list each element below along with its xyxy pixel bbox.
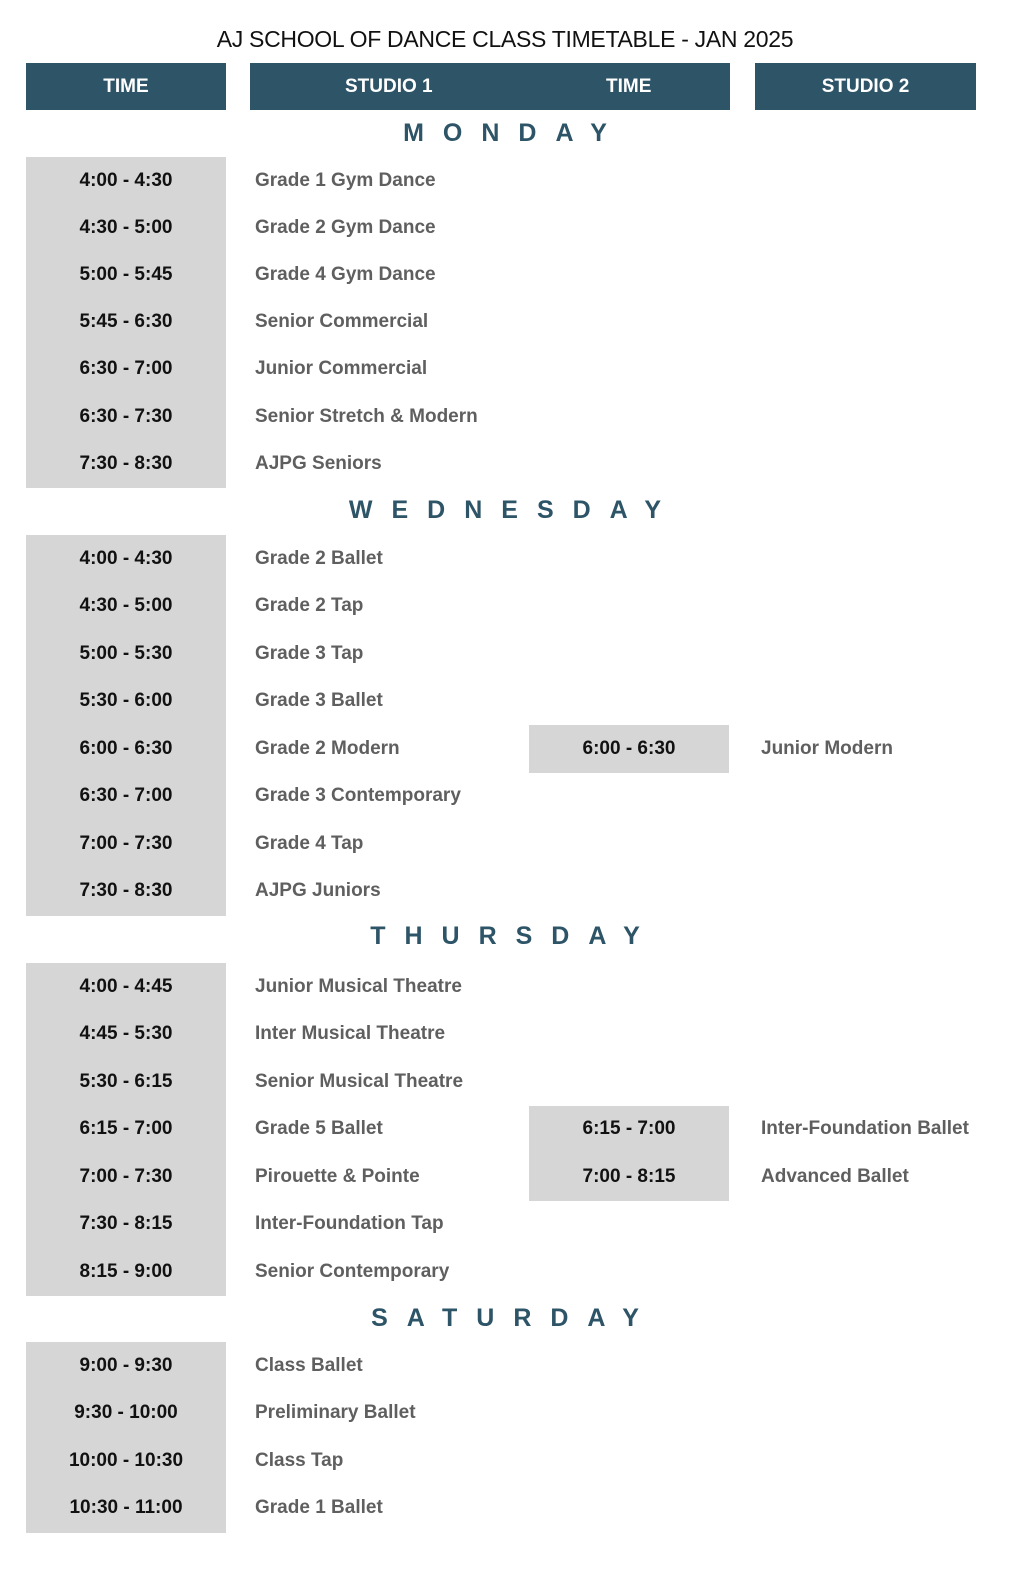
table-row bbox=[0, 583, 1010, 631]
class-time: 7:30 - 8:30 bbox=[79, 880, 173, 902]
class-name: Grade 2 Gym Dance bbox=[255, 216, 436, 238]
class-time: 6:30 - 7:30 bbox=[79, 405, 173, 427]
class-name: Inter-Foundation Tap bbox=[255, 1213, 444, 1235]
class-name: Pirouette & Pointe bbox=[255, 1165, 420, 1187]
class-time: 6:15 - 7:00 bbox=[79, 1118, 173, 1140]
class-name: Grade 4 Gym Dance bbox=[255, 263, 436, 285]
table-row bbox=[0, 1390, 1010, 1438]
table-row bbox=[0, 1011, 1010, 1059]
table-row bbox=[0, 393, 1010, 440]
table-row bbox=[0, 157, 1010, 204]
table-row bbox=[0, 204, 1010, 251]
class-time: 4:30 - 5:00 bbox=[79, 216, 173, 238]
header-studio2 bbox=[755, 63, 976, 110]
header-time-studio1 bbox=[26, 63, 226, 110]
studio2-class-time: 6:15 - 7:00 bbox=[582, 1118, 676, 1140]
class-time: 6:30 - 7:00 bbox=[79, 358, 173, 380]
class-name: Grade 3 Ballet bbox=[255, 690, 383, 712]
studio2-class-name: Inter-Foundation Ballet bbox=[761, 1118, 969, 1140]
class-name: Grade 1 Gym Dance bbox=[255, 169, 436, 191]
class-time: 5:30 - 6:15 bbox=[79, 1070, 173, 1092]
table-row bbox=[0, 1485, 1010, 1533]
class-time: 9:00 - 9:30 bbox=[79, 1354, 173, 1376]
header-time2-label: TIME bbox=[606, 76, 652, 97]
table-row bbox=[0, 1058, 1010, 1106]
class-time: 4:30 - 5:00 bbox=[79, 595, 173, 617]
table-row bbox=[0, 535, 1010, 583]
table-row bbox=[0, 1248, 1010, 1296]
class-time: 5:30 - 6:00 bbox=[79, 690, 173, 712]
class-time: 9:30 - 10:00 bbox=[74, 1402, 178, 1424]
header-time-label: TIME bbox=[103, 75, 149, 97]
class-time: 7:00 - 7:30 bbox=[79, 832, 173, 854]
studio2-class-name: Advanced Ballet bbox=[761, 1165, 909, 1187]
table-row bbox=[0, 251, 1010, 298]
class-name: Grade 3 Contemporary bbox=[255, 785, 461, 807]
class-name: Senior Musical Theatre bbox=[255, 1070, 464, 1092]
studio2-class-time: 6:00 - 6:30 bbox=[582, 737, 676, 759]
class-name: Senior Commercial bbox=[255, 311, 429, 333]
header-studio1-bar bbox=[250, 63, 730, 110]
class-name: Grade 2 Ballet bbox=[255, 547, 383, 569]
class-time: 7:00 - 7:30 bbox=[79, 1165, 173, 1187]
class-time: 7:30 - 8:30 bbox=[79, 452, 173, 474]
class-name: AJPG Juniors bbox=[255, 880, 381, 902]
class-name: AJPG Seniors bbox=[255, 452, 382, 474]
table-row bbox=[0, 725, 1010, 773]
header-studio2-label: STUDIO 2 bbox=[821, 75, 910, 97]
class-time: 4:00 - 4:45 bbox=[79, 975, 173, 997]
table-row bbox=[0, 868, 1010, 916]
header-studio1-label: STUDIO 1 bbox=[345, 76, 433, 97]
class-time: 8:15 - 9:00 bbox=[79, 1260, 173, 1282]
class-time: 4:45 - 5:30 bbox=[79, 1023, 173, 1045]
table-row bbox=[0, 630, 1010, 678]
table-row bbox=[0, 346, 1010, 393]
class-name: Junior Musical Theatre bbox=[255, 975, 462, 997]
class-time: 6:00 - 6:30 bbox=[79, 737, 173, 759]
table-row bbox=[0, 1106, 1010, 1154]
table-row bbox=[0, 440, 1010, 487]
class-time: 4:00 - 4:30 bbox=[79, 169, 173, 191]
class-time: 10:30 - 11:00 bbox=[69, 1497, 183, 1519]
class-name: Class Ballet bbox=[255, 1354, 363, 1376]
table-row bbox=[0, 1437, 1010, 1485]
class-time: 4:00 - 4:30 bbox=[79, 547, 173, 569]
class-time: 5:45 - 6:30 bbox=[79, 311, 173, 333]
class-name: Grade 2 Tap bbox=[255, 595, 364, 617]
table-row bbox=[0, 1153, 1010, 1201]
class-name: Grade 3 Tap bbox=[255, 642, 364, 664]
day-heading-thursday: THURSDAY bbox=[370, 922, 659, 950]
table-row bbox=[0, 820, 1010, 868]
class-name: Grade 5 Ballet bbox=[255, 1118, 383, 1140]
class-time: 7:30 - 8:15 bbox=[79, 1213, 173, 1235]
day-heading-monday: MONDAY bbox=[403, 119, 626, 147]
class-name: Class Tap bbox=[255, 1449, 344, 1471]
class-name: Inter Musical Theatre bbox=[255, 1023, 446, 1045]
class-name: Senior Contemporary bbox=[255, 1260, 450, 1282]
table-row bbox=[0, 963, 1010, 1011]
class-name: Grade 1 Ballet bbox=[255, 1497, 383, 1519]
class-name: Grade 4 Tap bbox=[255, 832, 364, 854]
table-row bbox=[0, 678, 1010, 726]
page-title: AJ SCHOOL OF DANCE CLASS TIMETABLE - JAN 2025 bbox=[216, 26, 794, 52]
class-time: 6:30 - 7:00 bbox=[79, 785, 173, 807]
day-heading-saturday: SATURDAY bbox=[371, 1304, 658, 1332]
studio2-class-name: Junior Modern bbox=[761, 737, 893, 759]
day-heading-wednesday: WEDNESDAY bbox=[348, 496, 681, 524]
class-time: 5:00 - 5:30 bbox=[79, 642, 173, 664]
class-name: Senior Stretch & Modern bbox=[255, 405, 478, 427]
class-time: 5:00 - 5:45 bbox=[79, 263, 173, 285]
class-name: Preliminary Ballet bbox=[255, 1402, 416, 1424]
table-row bbox=[0, 773, 1010, 821]
class-time: 10:00 - 10:30 bbox=[68, 1449, 184, 1471]
table-row bbox=[0, 1342, 1010, 1390]
table-row bbox=[0, 299, 1010, 346]
class-name: Grade 2 Modern bbox=[255, 737, 400, 759]
table-row bbox=[0, 1201, 1010, 1249]
studio2-class-time: 7:00 - 8:15 bbox=[582, 1165, 676, 1187]
class-name: Junior Commercial bbox=[255, 358, 428, 380]
